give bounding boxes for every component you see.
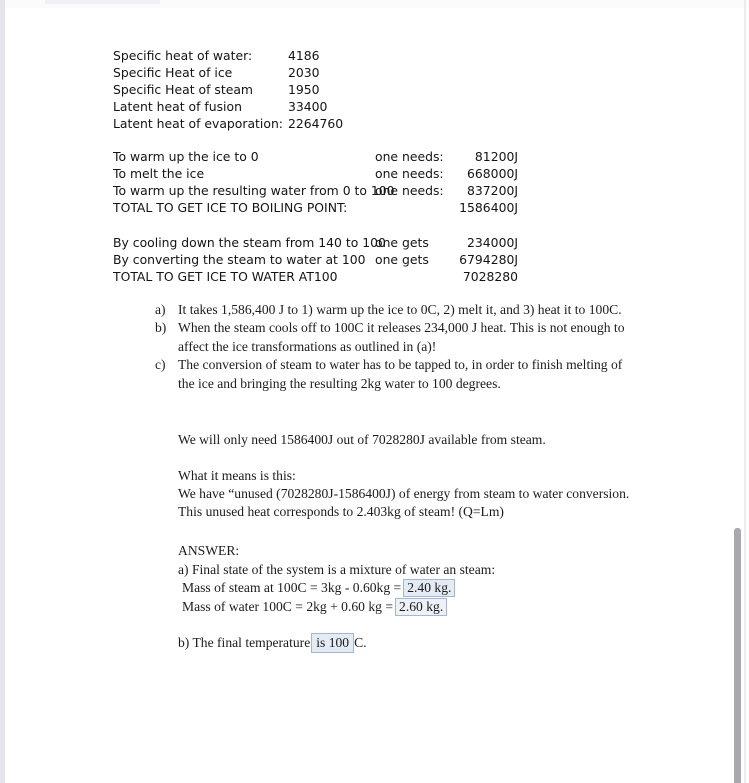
list-item: [155, 319, 637, 356]
total-label: TOTAL TO GET ICE TO WATER AT100: [113, 269, 338, 284]
meaning-body: We have “unused (7028280J-1586400J) of energy from steam to water conversion. This unused heat corresponds to 2.403kg of steam! (Q=Lm): [178, 486, 630, 520]
step-value: 234000J: [467, 235, 518, 250]
total-value: 7028280: [462, 269, 518, 284]
left-window-edge: [0, 0, 5, 783]
final-temperature-field[interactable]: is 100: [311, 633, 354, 653]
list-marker: c): [155, 357, 166, 373]
step-label: By cooling down the steam from 140 to 100: [113, 235, 386, 250]
top-toolbar-remnant: [45, 0, 160, 4]
mass-of-water-line: [178, 598, 447, 616]
constant-label: Specific Heat of steam: [113, 82, 253, 97]
mass-of-steam-line: [178, 579, 455, 597]
step-verb: one gets: [375, 235, 429, 250]
step-value: 81200J: [474, 149, 518, 164]
step-label: By converting the steam to water at 100: [113, 252, 366, 267]
list-marker: a): [155, 302, 166, 317]
step-value: 6794280J: [459, 252, 518, 267]
list-item-text: It takes 1,586,400 J to 1) warm up the ice to 0C, 2) melt it, and 3) heat it to 100C.: [178, 302, 622, 317]
constant-value: 33400: [288, 99, 328, 114]
table-row: [113, 115, 343, 132]
table-row-total: [113, 268, 518, 285]
total-label: TOTAL TO GET ICE TO BOILING POINT:: [113, 200, 348, 215]
constant-value: 1950: [288, 82, 320, 97]
mass-of-water-field[interactable]: 2.60 kg.: [395, 598, 447, 616]
meaning-heading: What it means is this:: [178, 468, 296, 483]
final-temperature-line: [178, 633, 367, 653]
need-statement: We will only need 1586400J out of 7028280J available from steam.: [178, 432, 546, 447]
step-verb: one needs:: [375, 149, 444, 164]
step-verb: one needs:: [375, 183, 444, 198]
mass-of-steam-field[interactable]: 2.40 kg.: [403, 579, 455, 597]
mass-of-water-text: Mass of water 100C = 2kg + 0.60 kg =: [182, 599, 394, 614]
right-window-edge: [744, 0, 746, 783]
step-label: To warm up the ice to 0: [113, 149, 259, 164]
constant-value: 2030: [288, 65, 320, 80]
table-row: [113, 234, 518, 251]
final-temperature-text: b) The final temperature: [178, 635, 311, 650]
constants-table: [113, 47, 343, 132]
step-verb: [375, 199, 443, 216]
step-verb: [375, 268, 443, 285]
list-item: [155, 301, 637, 319]
step-value: 837200J: [467, 183, 518, 198]
conclusions-list: [155, 301, 637, 393]
answer-part-a: a) Final state of the system is a mixture of water an steam:: [178, 562, 496, 577]
table-row: [113, 81, 343, 98]
answer-heading: ANSWER:: [178, 543, 240, 558]
table-row-total: [113, 199, 518, 216]
constant-value: 4186: [288, 48, 320, 63]
heating-energy-table: [113, 148, 518, 216]
constant-label: Specific heat of water:: [113, 48, 253, 63]
constant-label: Specific Heat of ice: [113, 65, 233, 80]
step-value: 668000J: [467, 166, 518, 181]
vertical-scrollbar-thumb[interactable]: [734, 528, 741, 783]
list-item-text: The conversion of steam to water has to be tapped to, in order to finish melting of the ice and bringing the resulting 2kg water to 100 degrees.: [178, 357, 623, 391]
table-row: [113, 64, 343, 81]
step-verb: one gets: [375, 252, 429, 267]
table-row: [113, 251, 518, 268]
constant-label: Latent heat of fusion: [113, 99, 242, 114]
table-row: [113, 98, 343, 115]
list-item: [155, 356, 637, 393]
step-label: To warm up the resulting water from 0 to 100: [113, 183, 395, 198]
table-row: [113, 148, 518, 165]
table-row: [113, 47, 343, 64]
constant-value: 2264760: [288, 116, 344, 131]
list-marker: b): [155, 320, 167, 336]
table-row: [113, 165, 518, 182]
constant-label: Latent heat of evaporation:: [113, 116, 283, 131]
step-label: To melt the ice: [113, 166, 205, 181]
cooling-energy-table: [113, 234, 518, 285]
final-temperature-unit: C.: [354, 635, 367, 650]
list-item-text: When the steam cools off to 100C it releases 234,000 J heat. This is not enough to affect the ice transformations as outlined in (a)!: [178, 320, 625, 354]
step-verb: one needs:: [375, 166, 444, 181]
mass-of-steam-text: Mass of steam at 100C = 3kg - 0.60kg =: [182, 580, 402, 595]
table-row: [113, 182, 518, 199]
total-value: 1586400J: [459, 200, 518, 215]
